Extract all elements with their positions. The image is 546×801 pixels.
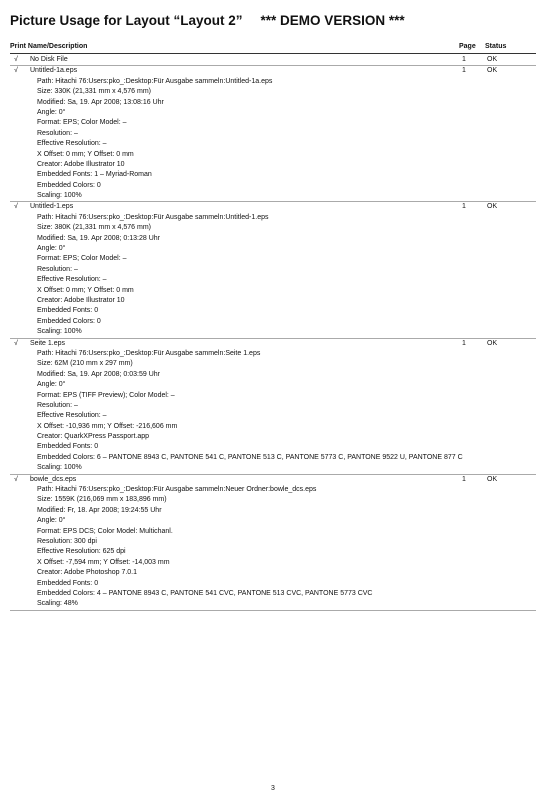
detail-row [10, 411, 536, 421]
picture-name: Seite 1.eps [30, 339, 66, 347]
picture-row [10, 202, 536, 212]
detail-text: Angle: 0° [37, 108, 66, 116]
check-mark-icon: √ [14, 203, 18, 211]
detail-row [10, 359, 536, 369]
detail-text: Size: 62M (210 mm x 297 mm) [37, 360, 133, 368]
detail-text: Effective Resolution: – [37, 412, 107, 420]
detail-text: Embedded Colors: 0 [37, 181, 101, 189]
detail-text: Creator: Adobe Illustrator 10 [37, 160, 125, 168]
detail-text: Embedded Colors: 0 [37, 317, 101, 325]
detail-row [10, 296, 536, 306]
detail-text: Embedded Colors: 6 – PANTONE 8943 C, PANTONE 541 C, PANTONE 513 C, PANTONE 5773 C, PANTONE 9522 U, PANTONE 877 C [37, 453, 463, 461]
detail-text: Effective Resolution: 625 dpi [37, 548, 126, 556]
picture-page: 1 [462, 339, 466, 347]
column-header [10, 43, 536, 54]
detail-text: Angle: 0° [37, 381, 66, 389]
detail-row [10, 380, 536, 390]
picture-status: OK [487, 339, 498, 347]
detail-row [10, 495, 536, 505]
detail-row [10, 191, 536, 202]
column-status-header: Status [485, 43, 507, 50]
picture-name: No Disk File [30, 56, 68, 63]
picture-row [10, 66, 536, 76]
detail-row [10, 275, 536, 285]
detail-row [10, 537, 536, 547]
detail-text: X Offset: -10,936 mm; Y Offset: -216,606 mm [37, 422, 178, 430]
picture-name: Untitled-1a.eps [30, 67, 78, 75]
column-name-header: Print Name/Description [10, 43, 88, 50]
detail-row [10, 160, 536, 170]
detail-text: Effective Resolution: – [37, 276, 107, 284]
detail-text: Path: Hitachi 76:Users:pko_:Desktop:Für Ausgabe sammeln:Untitled-1a.eps [37, 77, 273, 85]
detail-row [10, 599, 536, 610]
detail-row [10, 306, 536, 316]
detail-text: Embedded Fonts: 0 [37, 443, 99, 451]
detail-row [10, 118, 536, 128]
detail-row [10, 87, 536, 97]
detail-row [10, 254, 536, 264]
detail-row [10, 442, 536, 452]
detail-text: Modified: Sa, 19. Apr 2008; 0:13:28 Uhr [37, 234, 160, 242]
detail-row [10, 349, 536, 359]
check-mark-icon: √ [14, 339, 18, 347]
check-mark-icon: √ [14, 67, 18, 75]
demo-version-label: *** DEMO VERSION *** [260, 13, 405, 28]
detail-text: Resolution: – [37, 129, 78, 137]
detail-text: Path: Hitachi 76:Users:pko_:Desktop:Für Ausgabe sammeln:Seite 1.eps [37, 349, 261, 357]
detail-text: Scaling: 100% [37, 192, 82, 200]
detail-row [10, 77, 536, 87]
picture-row [10, 475, 536, 485]
page-title [10, 13, 405, 28]
picture-row [10, 55, 536, 66]
detail-text: Resolution: 300 dpi [37, 537, 97, 545]
detail-row [10, 108, 536, 118]
detail-row [10, 327, 536, 338]
detail-row [10, 213, 536, 223]
detail-row [10, 139, 536, 149]
detail-text: Creator: QuarkXPress Passport.app [37, 433, 150, 441]
detail-text: Scaling: 48% [37, 600, 78, 608]
detail-text: Path: Hitachi 76:Users:pko_:Desktop:Für Ausgabe sammeln:Neuer Ordner:bowle_dcs.eps [37, 486, 317, 494]
picture-name: bowle_dcs.eps [30, 475, 77, 483]
detail-text: Format: EPS (TIFF Preview); Color Model: – [37, 391, 175, 399]
detail-text: Creator: Adobe Photoshop 7.0.1 [37, 569, 138, 577]
detail-text: Angle: 0° [37, 517, 66, 525]
detail-row [10, 170, 536, 180]
picture-page: 1 [462, 203, 466, 211]
detail-row [10, 150, 536, 160]
check-mark-icon: √ [14, 56, 18, 63]
detail-text: Resolution: – [37, 401, 78, 409]
detail-row [10, 558, 536, 568]
picture-list [10, 55, 536, 611]
detail-text: Format: EPS DCS; Color Model: Multichanl. [37, 527, 173, 535]
column-page-header: Page [459, 43, 476, 50]
detail-text: Modified: Fr, 18. Apr 2008; 19:24:55 Uhr [37, 506, 162, 514]
detail-text: Effective Resolution: – [37, 140, 107, 148]
detail-row [10, 181, 536, 191]
detail-text: Modified: Sa, 19. Apr 2008; 13:08:16 Uhr [37, 98, 164, 106]
report-title: Picture Usage for Layout “Layout 2” [10, 13, 243, 28]
picture-row [10, 339, 536, 349]
detail-text: Size: 330K (21,331 mm x 4,576 mm) [37, 88, 151, 96]
picture-name: Untitled-1.eps [30, 203, 74, 211]
detail-text: X Offset: -7,594 mm; Y Offset: -14,003 mm [37, 558, 170, 566]
detail-text: Resolution: – [37, 265, 78, 273]
detail-row [10, 286, 536, 296]
detail-text: X Offset: 0 mm; Y Offset: 0 mm [37, 150, 134, 158]
detail-row [10, 317, 536, 327]
picture-status: OK [487, 475, 498, 483]
detail-row [10, 589, 536, 599]
check-mark-icon: √ [14, 475, 18, 483]
detail-text: Size: 1559K (216,069 mm x 183,896 mm) [37, 496, 167, 504]
detail-text: Creator: Adobe Illustrator 10 [37, 296, 125, 304]
picture-page: 1 [462, 56, 466, 63]
detail-row [10, 547, 536, 557]
detail-row [10, 485, 536, 495]
detail-row [10, 129, 536, 139]
detail-row [10, 422, 536, 432]
detail-text: Embedded Fonts: 0 [37, 307, 99, 315]
detail-text: Embedded Fonts: 0 [37, 579, 99, 587]
picture-page: 1 [462, 67, 466, 75]
detail-text: Scaling: 100% [37, 464, 82, 472]
detail-row [10, 223, 536, 233]
detail-text: Format: EPS; Color Model: – [37, 119, 127, 127]
detail-row [10, 579, 536, 589]
page-number: 3 [271, 785, 275, 792]
detail-row [10, 568, 536, 578]
detail-row [10, 401, 536, 411]
detail-text: Modified: Sa, 19. Apr 2008; 0:03:59 Uhr [37, 370, 160, 378]
detail-row [10, 506, 536, 516]
detail-row [10, 370, 536, 380]
detail-text: Size: 380K (21,331 mm x 4,576 mm) [37, 224, 151, 232]
detail-row [10, 98, 536, 108]
detail-row [10, 391, 536, 401]
detail-text: Path: Hitachi 76:Users:pko_:Desktop:Für Ausgabe sammeln:Untitled-1.eps [37, 213, 269, 221]
detail-row [10, 234, 536, 244]
detail-row [10, 463, 536, 474]
detail-text: Scaling: 100% [37, 328, 82, 336]
detail-row [10, 453, 536, 463]
detail-row [10, 527, 536, 537]
detail-row [10, 244, 536, 254]
detail-text: Format: EPS; Color Model: – [37, 255, 127, 263]
detail-text: Embedded Colors: 4 – PANTONE 8943 C, PANTONE 541 CVC, PANTONE 513 CVC, PANTONE 5773 CVC [37, 589, 373, 597]
detail-row [10, 516, 536, 526]
detail-text: Angle: 0° [37, 245, 66, 253]
picture-status: OK [487, 56, 498, 63]
detail-text: X Offset: 0 mm; Y Offset: 0 mm [37, 286, 134, 294]
detail-row [10, 265, 536, 275]
detail-row [10, 432, 536, 442]
detail-text: Embedded Fonts: 1 – Myriad-Roman [37, 171, 152, 179]
picture-status: OK [487, 203, 498, 211]
picture-page: 1 [462, 475, 466, 483]
picture-status: OK [487, 67, 498, 75]
